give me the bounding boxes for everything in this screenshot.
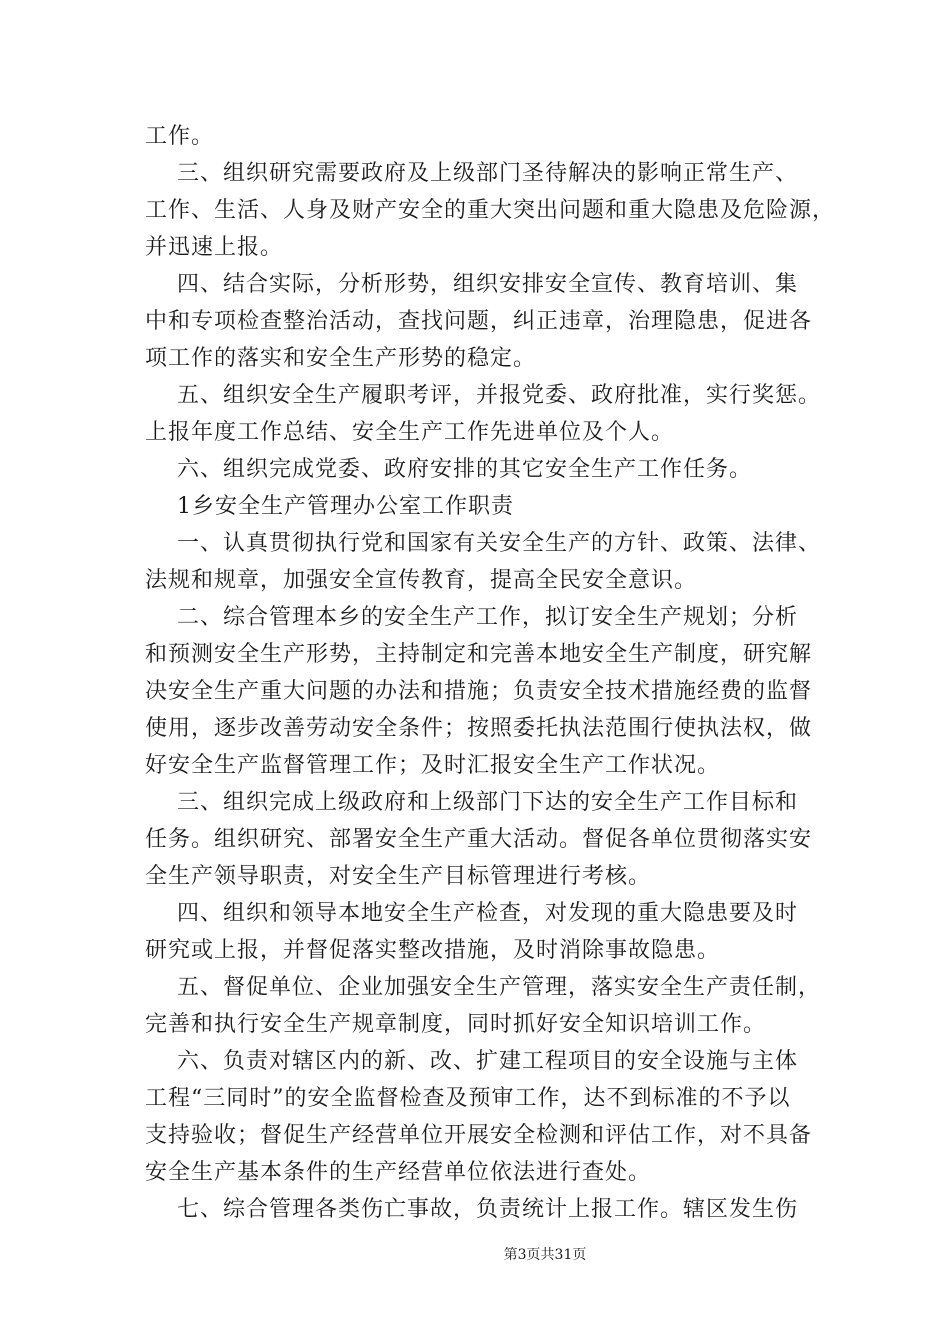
text-line: 中和专项检查整治活动，查找问题，纠正违章，治理隐患，促进各 — [145, 309, 813, 334]
text-line: 三、组织研究需要政府及上级部门圣待解决的影响正常生产、 — [145, 161, 798, 186]
text-line: 决安全生产重大问题的办法和措施；负责安全技术措施经费的监督 — [145, 679, 813, 704]
section-heading: 1乡安全生产管理办公室工作职责 — [145, 494, 514, 519]
text-line: 上报年度工作总结、安全生产工作先进单位及个人。 — [145, 420, 675, 445]
page-footer — [0, 1245, 950, 1265]
text-line: 和预测安全生产形势，主持制定和完善本地安全生产制度，研究解 — [145, 642, 813, 667]
text-line: 项工作的落实和安全生产形势的稳定。 — [145, 346, 537, 371]
text-line: 完善和执行安全生产规章制度，同时抓好安全知识培训工作。 — [145, 1012, 767, 1037]
footer-prefix: 第 — [503, 1247, 518, 1263]
text-line: 六、负责对辖区内的新、改、扩建工程项目的安全设施与主体 — [145, 1049, 798, 1074]
text-line: 五、督促单位、企业加强安全生产管理，落实安全生产责任制， — [145, 975, 821, 1000]
text-line: 七、综合管理各类伤亡事故，负责统计上报工作。辖区发生伤 — [145, 1197, 798, 1222]
text-line: 四、结合实际，分析形势，组织安排安全宣传、教育培训、集 — [145, 272, 798, 297]
text-line: 法规和规章，加强安全宣传教育，提高全民安全意识。 — [145, 568, 698, 593]
total-pages-number: 31 — [554, 1247, 573, 1263]
footer-middle: 页共 — [526, 1247, 555, 1263]
text-line: 研究或上报，并督促落实整改措施，及时消除事故隐患。 — [145, 938, 721, 963]
text-line: 四、组织和领导本地安全生产检查，对发现的重大隐患要及时 — [145, 901, 798, 926]
text-line: 全生产领导职责，对安全生产目标管理进行考核。 — [145, 864, 652, 889]
text-line: 工作、生活、人身及财产安全的重大突出问题和重大隐患及危险源， — [145, 198, 836, 223]
text-line: 安全生产基本条件的生产经营单位依法进行查处。 — [145, 1160, 652, 1185]
text-line: 支持验收；督促生产经营单位开展安全检测和评估工作，对不具备 — [145, 1123, 813, 1148]
text-line: 好安全生产监督管理工作；及时汇报安全生产工作状况。 — [145, 753, 721, 778]
text-line: 六、组织完成党委、政府安排的其它安全生产工作任务。 — [145, 457, 752, 482]
text-line: 五、组织安全生产履职考评，并报党委、政府批准，实行奖惩。 — [145, 383, 821, 408]
current-page-number: 3 — [517, 1247, 527, 1263]
text-line: 工程“三同时”的安全监督检查及预审工作，达不到标准的不予以 — [145, 1086, 791, 1111]
text-line: 工作。 — [145, 124, 215, 149]
text-line: 三、组织完成上级政府和上级部门下达的安全生产工作目标和 — [145, 790, 798, 815]
text-line: 任务。组织研究、部署安全生产重大活动。督促各单位贯彻落实安 — [145, 827, 813, 852]
text-line: 使用，逐步改善劳动安全条件；按照委托执法范围行使执法权，做 — [145, 716, 813, 741]
text-line: 二、综合管理本乡的安全生产工作，拟订安全生产规划；分析 — [145, 605, 798, 630]
footer-suffix: 页 — [572, 1247, 587, 1263]
text-line: 一、认真贯彻执行党和国家有关安全生产的方针、政策、法律、 — [145, 531, 821, 556]
text-line: 并迅速上报。 — [145, 235, 284, 260]
